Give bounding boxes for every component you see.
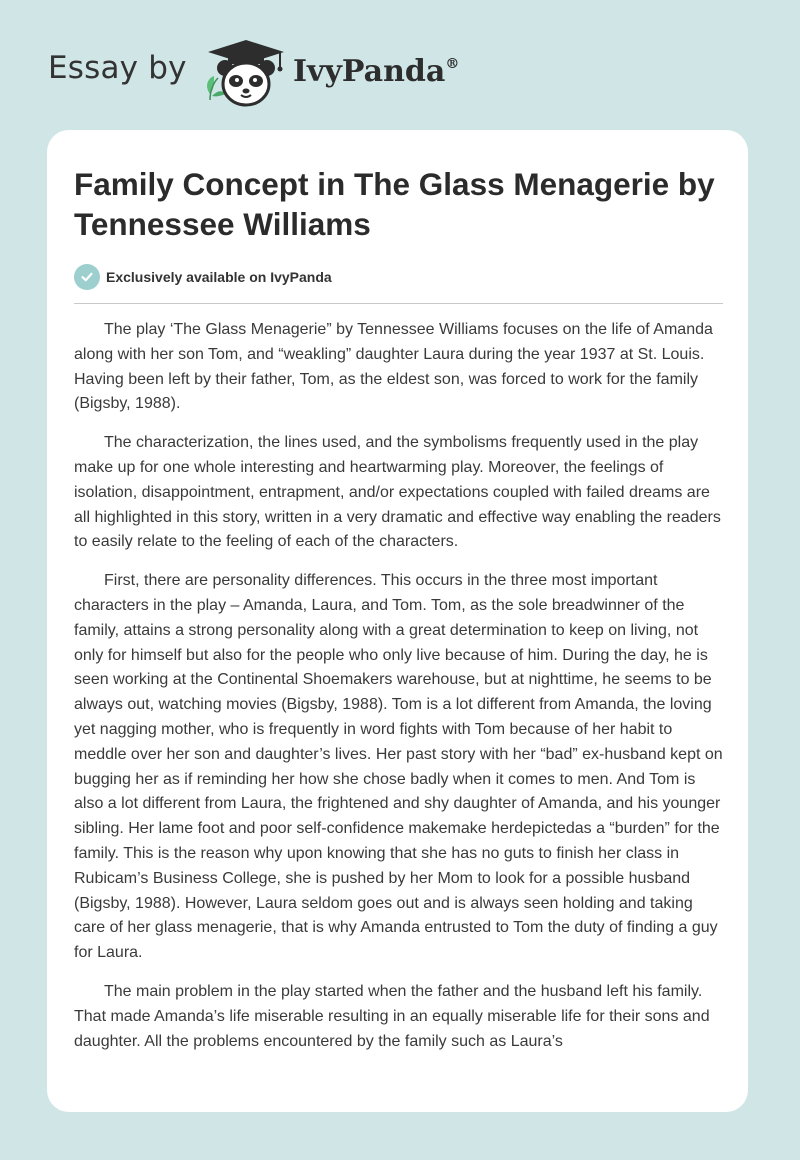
paragraph: The characterization, the lines used, and the symbolisms frequently used in the play make up for one whole interesting and heartwarming play. Moreover, the feelings of isolation, disappointment, entrapment, and/or expectations coupled with failed dreams are all highlighted in this story, written in a very dramatic and effective way enabling the readers to easily relate to the feeling of each of the characters. xyxy=(74,434,721,551)
paragraph: First, there are personality differences. This occurs in the three most important characters in the play – Amanda, Laura, and Tom. Tom, as the sole breadwinner of the family, attains a strong personality along with a great determination to keep on living, not only for himself but also for the people who only live because of him. During the day, he is seen working at the Continental Shoemakers warehouse, but at nighttime, he seems to be always out, watching movies (Bigsby, 1988). Tom is a lot different from Amanda, the loving yet nagging mother, who is frequently in word fights with Tom because of her habit to meddle over her son and daughter’s lives. Her past story with her “bad” ex-husband kept on bugging her as if reminding her how she chose badly when it comes to men. And Tom is also a lot different from Laura, the frightened and shy daughter of Amanda, and his younger sibling. Her lame foot and poor self-confidence makemake herdepictedas a “burden” for the family. This is the reason why upon knowing that she has no guts to finish her class in Rubicam’s Business College, she is pushed by her Mom to look for a possible husband (Bigsby, 1988). However, Laura seldom goes out and is always seen holding and taking care of her glass menagerie, that is why Amanda entrusted to Tom the duty of finding a guy for Laura. xyxy=(74,572,723,962)
essay-title: Family Concept in The Glass Menagerie by Tennessee Williams xyxy=(74,166,715,242)
registered-mark: ® xyxy=(445,56,460,72)
check-icon xyxy=(74,264,100,290)
availability-badge xyxy=(74,263,332,291)
paragraph: The main problem in the play started when the father and the husband left his family. That made Amanda’s life miserable resulting in an equally miserable life for their sons and daughter. All the problems encountered by the family such as Laura’s xyxy=(74,982,710,1050)
divider xyxy=(74,303,723,304)
paragraph: The play ‘The Glass Menagerie” by Tennessee Williams focuses on the life of Amanda along with her son Tom, and “weakling” daughter Laura during the year 1937 at St. Louis. Having been left by their father, Tom, as the eldest son, was forced to work for the family (Bigsby, 1988). xyxy=(74,321,713,413)
brand-name[interactable]: IvyPanda® xyxy=(293,54,460,89)
essay-card xyxy=(47,130,748,1112)
availability-text: Exclusively available on IvyPanda xyxy=(106,269,332,285)
site-header xyxy=(0,0,800,130)
essay-by-label: Essay by xyxy=(48,50,187,86)
panda-graduation-cap-icon[interactable] xyxy=(200,34,292,110)
essay-body xyxy=(74,318,724,1068)
